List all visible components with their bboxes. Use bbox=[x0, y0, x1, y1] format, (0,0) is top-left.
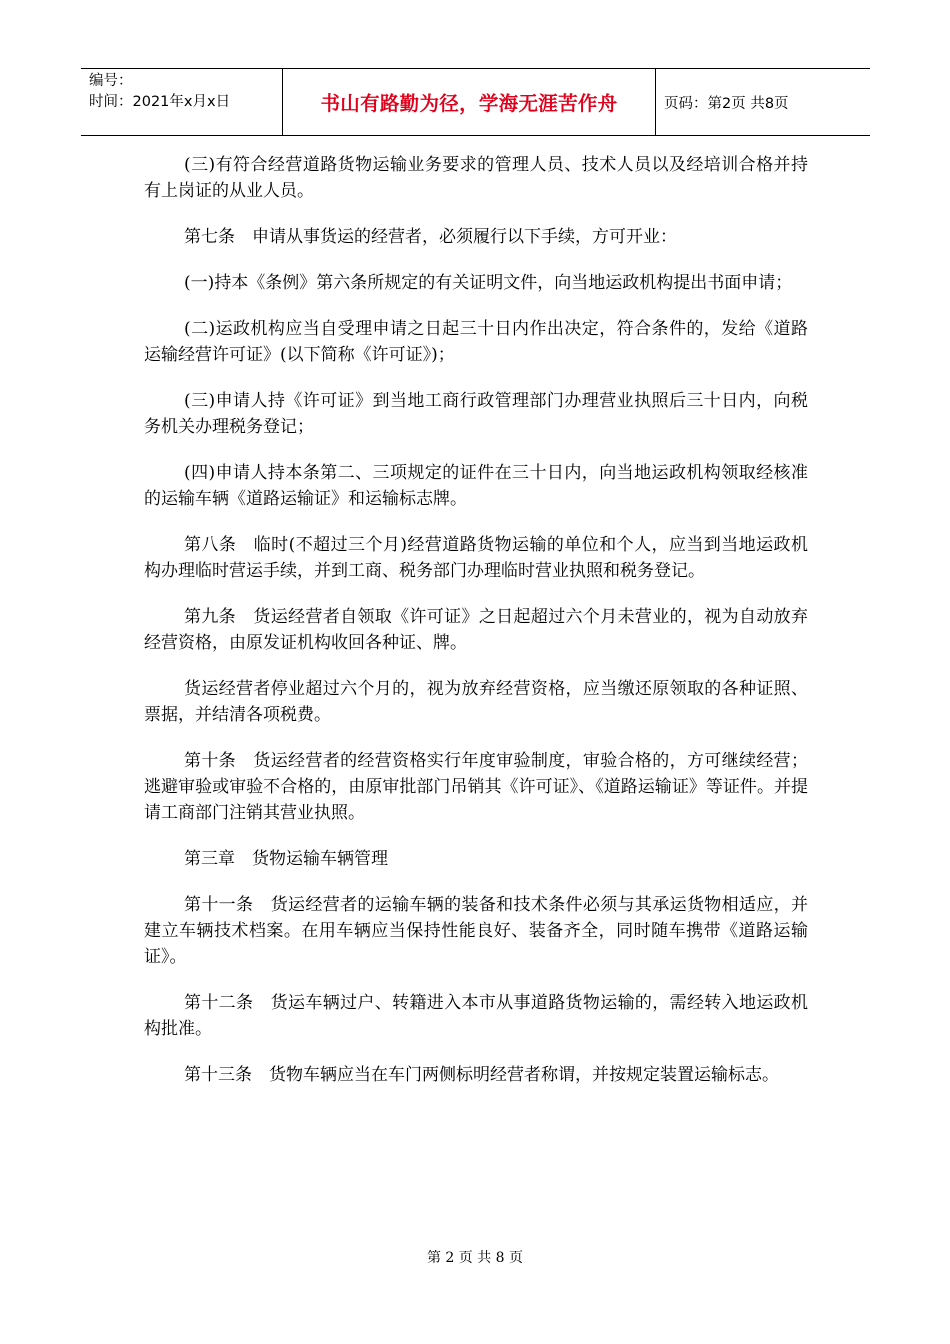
paragraph: 第八条 临时(不超过三个月)经营道路货物运输的单位和个人，应当到当地运政机构办理临时营运手续，并到工商、税务部门办理临时营业执照和税务登记。 bbox=[144, 535, 808, 581]
paragraph: (三)申请人持《许可证》到当地工商行政管理部门办理营业执照后三十日内，向税务机关办理税务登记； bbox=[144, 391, 808, 437]
paragraph: (一)持本《条例》第六条所规定的有关证明文件，向当地运政机构提出书面申请； bbox=[184, 273, 793, 293]
header-meta-cell bbox=[81, 69, 283, 135]
footer-page-number: 第 2 页 共 8 页 bbox=[426, 1250, 524, 1266]
paragraph: (二)运政机构应当自受理申请之日起三十日内作出决定，符合条件的，发给《道路运输经营许可证》(以下简称《许可证》)； bbox=[144, 319, 808, 365]
paragraph: 第十条 货运经营者的经营资格实行年度审验制度，审验合格的，方可继续经营；逃避审验或审验不合格的，由原审批部门吊销其《许可证》、《道路运输证》等证件。并提请工商部门注销其营业执照。 bbox=[144, 751, 808, 823]
paragraph: 货运经营者停业超过六个月的，视为放弃经营资格，应当缴还原领取的各种证照、票据，并结清各项税费。 bbox=[144, 679, 808, 725]
paragraph: 第十二条 货运车辆过户、转籍进入本市从事道路货物运输的，需经转入地运政机构批准。 bbox=[144, 993, 808, 1039]
time-label: 时间：2021年x月x日 bbox=[89, 94, 231, 110]
number-label: 编号： bbox=[89, 73, 133, 89]
motto-text: 书山有路勤为径，学海无涯苦作舟 bbox=[320, 92, 618, 115]
paragraph: (三)有符合经营道路货物运输业务要求的管理人员、技术人员以及经培训合格并持有上岗证的从业人员。 bbox=[144, 155, 808, 201]
document-body bbox=[144, 152, 808, 1108]
paragraph: 第十一条 货运经营者的运输车辆的装备和技术条件必须与其承运货物相适应，并建立车辆技术档案。在用车辆应当保持性能良好、装备齐全，同时随车携带《道路运输证》。 bbox=[144, 895, 808, 967]
paragraph: (四)申请人持本条第二、三项规定的证件在三十日内，向当地运政机构领取经核准的运输车辆《道路运输证》和运输标志牌。 bbox=[144, 463, 808, 509]
document-header bbox=[81, 68, 870, 136]
chapter-heading: 第三章 货物运输车辆管理 bbox=[184, 849, 388, 869]
paragraph: 第九条 货运经营者自领取《许可证》之日起超过六个月未营业的，视为自动放弃经营资格，由原发证机构收回各种证、牌。 bbox=[144, 607, 808, 653]
paragraph: 第七条 申请从事货运的经营者，必须履行以下手续，方可开业： bbox=[184, 227, 677, 247]
header-motto-cell bbox=[283, 69, 656, 135]
page-footer bbox=[0, 1247, 950, 1267]
page-info: 页码：第2页 共8页 bbox=[664, 95, 789, 112]
paragraph: 第十三条 货物车辆应当在车门两侧标明经营者称谓，并按规定装置运输标志。 bbox=[184, 1065, 779, 1085]
header-page-cell bbox=[656, 69, 870, 135]
